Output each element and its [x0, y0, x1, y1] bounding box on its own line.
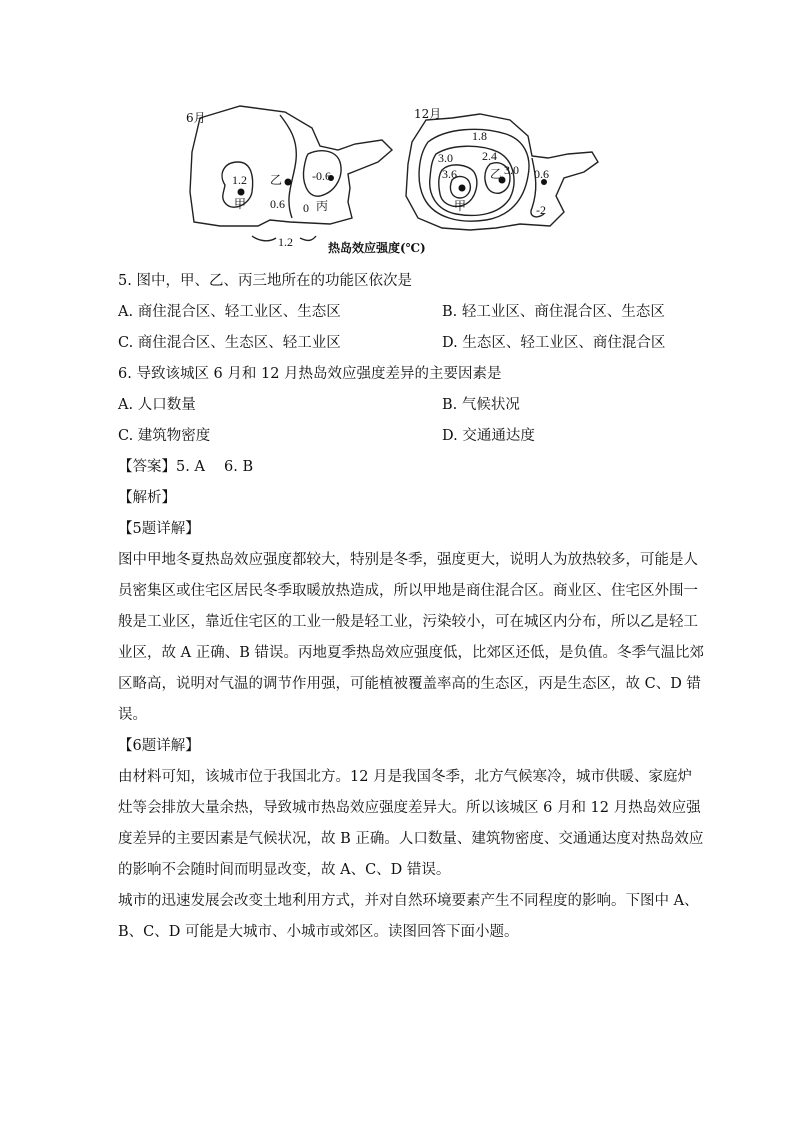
- june-point-jia: [238, 189, 245, 196]
- detail5-line: 般是工业区，靠近住宅区的工业一般是轻工业，污染较小，可在城区内分布，所以乙是轻工: [118, 614, 698, 630]
- heat-island-maps: [180, 100, 610, 258]
- december-month-label: 12月: [414, 107, 442, 121]
- june-iso-1-2: 1.2: [232, 173, 247, 187]
- detail6-line: 由材料可知，该城市位于我国北方。12 月是我国冬季，北方气候寒冷，城市供暖、家庭炉: [118, 769, 693, 785]
- q6-option-c: C. 建筑物密度: [118, 428, 211, 444]
- q6-options-row-2: [118, 421, 678, 452]
- figure-caption: 热岛效应强度(℃): [328, 241, 426, 255]
- detail5-title: 【5题详解】: [118, 521, 200, 537]
- next-question-intro: [118, 886, 699, 948]
- december-label-jia: 甲: [454, 199, 467, 213]
- december-iso-3-0-right: 3.0: [504, 163, 519, 177]
- q5-stem: 5. 图中，甲、乙、丙三地所在的功能区依次是: [118, 273, 412, 289]
- december-iso-1-8: 1.8: [472, 129, 487, 143]
- june-isoline-1-2-bottom: [252, 236, 276, 241]
- june-city-outline: [190, 106, 392, 226]
- detail5-line: 区略高，说明对气温的调节作用强，可能植被覆盖率高的生态区，丙是生态区，故 C、D 错: [118, 676, 701, 692]
- detail5-line: 误。: [118, 707, 147, 723]
- december-iso-0-6: 0.6: [534, 167, 549, 181]
- detail5-line: 图中甲地冬夏热岛效应强度都较大，特别是冬季，强度更大，说明人为放热较多，可能是人: [118, 552, 698, 568]
- june-iso-0: 0: [303, 201, 309, 215]
- detail6-line: 度差异的主要因素是气候状况，故 B 正确。人口数量、建筑物密度、交通通达度对热岛效应: [118, 831, 704, 847]
- december-iso-3-6: 3.6: [442, 167, 457, 181]
- december-label-yi: 乙: [490, 167, 503, 181]
- q5-option-d: D. 生态区、轻工业区、商住混合区: [442, 335, 666, 351]
- june-label-bing: 丙: [316, 199, 329, 213]
- q5-option-b: B. 轻工业区、商住混合区、生态区: [442, 304, 665, 320]
- q6-option-a: A. 人口数量: [118, 397, 196, 413]
- detail6-line: 的影响不会随时间而明显改变，故 A、C、D 错误。: [118, 862, 451, 878]
- q6-option-d: D. 交通通达度: [442, 428, 535, 444]
- june-iso-1-2-bottom: 1.2: [278, 235, 293, 249]
- june-month-label: 6月: [186, 111, 206, 125]
- q5-option-c: C. 商住混合区、生态区、轻工业区: [118, 335, 341, 351]
- q5-options-row-1: [118, 297, 678, 328]
- q6-option-b: B. 气候状况: [442, 397, 520, 413]
- june-label-yi: 乙: [270, 173, 283, 187]
- june-iso-neg-0-6: -0.6: [312, 169, 331, 183]
- q6-options-row-1: [118, 390, 678, 421]
- detail6-title: 【6题详解】: [118, 738, 200, 754]
- q5-option-a: A. 商住混合区、轻工业区、生态区: [118, 304, 341, 320]
- question-content: [118, 266, 704, 948]
- intro-line: B、C、D 可能是大城市、小城市或郊区。读图回答下面小题。: [118, 924, 519, 940]
- q5-options-row-2: [118, 328, 678, 359]
- analysis-title: 【解析】: [118, 490, 176, 506]
- december-iso-3-0-left: 3.0: [438, 151, 453, 165]
- december-iso-neg-2: -2: [536, 203, 546, 217]
- q6-stem: 6. 导致该城区 6 月和 12 月热岛效应强度差异的主要因素是: [118, 366, 502, 382]
- answer-line: 【答案】5. A 6. B: [118, 459, 254, 475]
- june-point-yi: [285, 179, 292, 186]
- june-map: [190, 106, 392, 241]
- heat-island-figure: [180, 100, 610, 258]
- june-label-jia: 甲: [234, 197, 247, 211]
- december-point-jia: [459, 185, 466, 192]
- december-iso-2-4: 2.4: [482, 149, 497, 163]
- june-iso-0-6: 0.6: [270, 197, 285, 211]
- intro-line: 城市的迅速发展会改变土地利用方式，并对自然环境要素产生不同程度的影响。下图中 A、: [118, 893, 699, 909]
- detail5-line: 员密集区或住宅区居民冬季取暖放热造成，所以甲地是商住混合区。商业区、住宅区外围一: [118, 583, 698, 599]
- detail6-paragraph: [118, 762, 704, 886]
- detail5-line: 业区，故 A 正确、B 错误。丙地夏季热岛效应强度低，比郊区还低，是负值。冬季气温比郊: [118, 645, 704, 661]
- detail5-paragraph: [118, 545, 704, 731]
- detail6-line: 灶等会排放大量余热，导致城市热岛效应强度差异大。所以该城区 6 月和 12 月热岛效应强: [118, 800, 701, 816]
